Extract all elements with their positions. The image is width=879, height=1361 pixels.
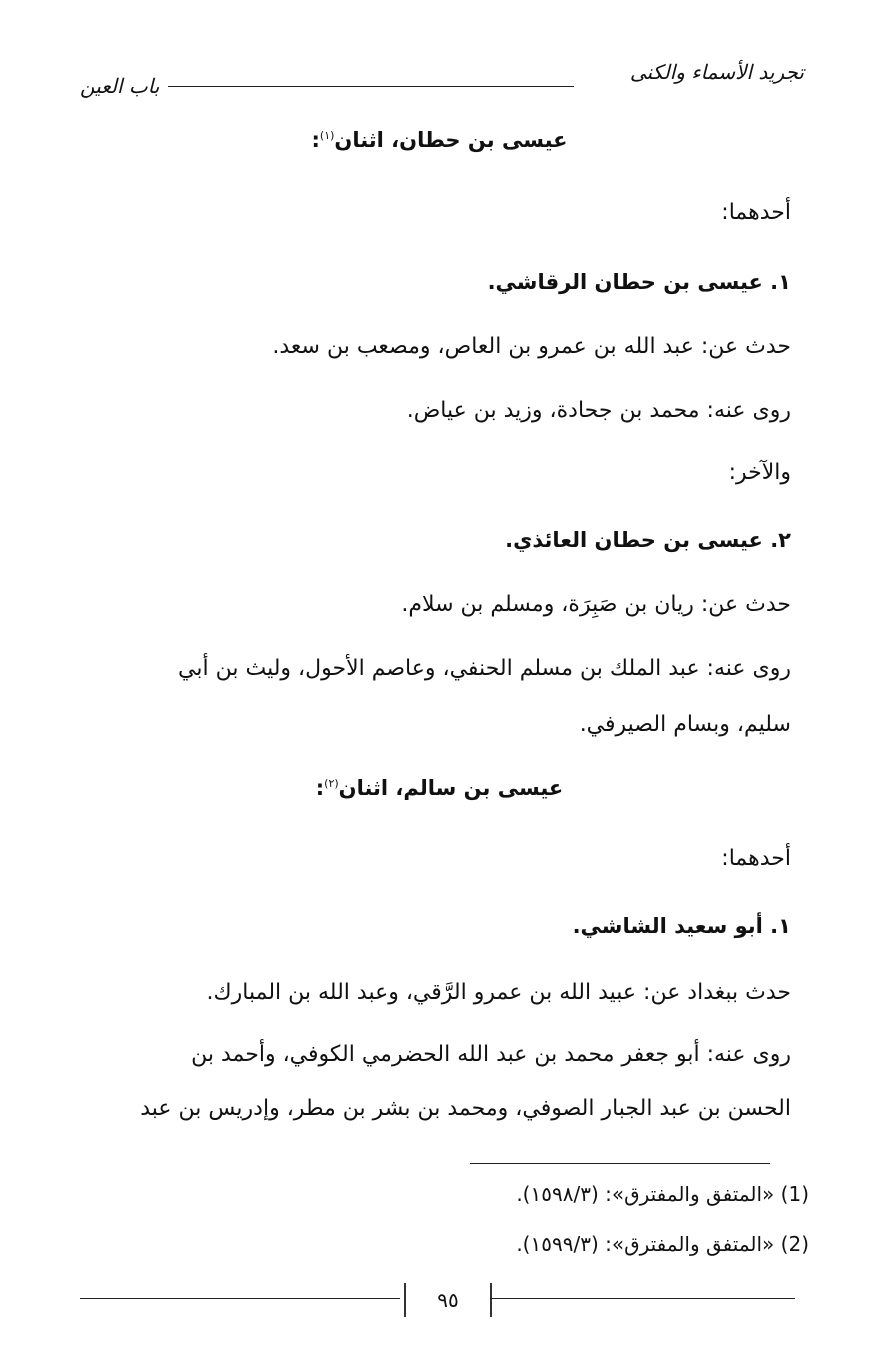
entry-teachers: حدث ببغداد عن: عبيد الله بن عمرو الرَّقي، وعبد الله بن المبارك. bbox=[206, 980, 791, 1005]
title-colon: : bbox=[311, 128, 320, 152]
title-colon: : bbox=[315, 776, 325, 800]
entry-teachers: حدث عن: ريان بن صَبِرَة، ومسلم بن سلام. bbox=[401, 592, 791, 617]
header-rule bbox=[168, 86, 574, 87]
entry-students-cont: سليم، وبسام الصيرفي. bbox=[579, 712, 791, 737]
footnote-separator bbox=[470, 1163, 770, 1164]
second-label: والآخر: bbox=[728, 460, 791, 485]
entry-name: ٢. عيسى بن حطان العائذي. bbox=[505, 528, 791, 552]
section-heading bbox=[0, 128, 879, 152]
footnote-ref: (١) bbox=[319, 129, 335, 142]
entry-name: ١. أبو سعيد الشاشي. bbox=[572, 914, 791, 938]
entry-name: ١. عيسى بن حطان الرقاشي. bbox=[487, 270, 791, 294]
entry-students-cont: الحسن بن عبد الجبار الصوفي، ومحمد بن بشر بن مطر، وإدريس بن عبد bbox=[140, 1096, 791, 1121]
page-number: ٩٥ bbox=[404, 1283, 492, 1317]
book-title: تجريد الأسماء والكنى bbox=[629, 60, 804, 84]
running-header bbox=[80, 60, 804, 104]
first-label: أحدهما: bbox=[721, 200, 791, 225]
entry-teachers: حدث عن: عبد الله بن عمرو بن العاص، ومصعب بن سعد. bbox=[272, 334, 791, 359]
section-title: عيسى بن سالم، اثنان bbox=[338, 776, 564, 800]
section-title: عيسى بن حطان، اثنان bbox=[334, 128, 568, 152]
footer-rule bbox=[490, 1298, 795, 1299]
entry-students: روى عنه: عبد الملك بن مسلم الحنفي، وعاصم الأحول، وليث بن أبي bbox=[178, 656, 791, 681]
first-label: أحدهما: bbox=[721, 846, 791, 871]
footnote-ref: (٢) bbox=[324, 777, 339, 790]
chapter-title: باب العين bbox=[80, 74, 160, 98]
footnote: (2) «المتفق والمفترق»: (١٥٩٩/٣). bbox=[516, 1232, 809, 1256]
footer-rule bbox=[80, 1298, 400, 1299]
entry-students: روى عنه: محمد بن جحادة، وزيد بن عياض. bbox=[406, 398, 791, 423]
section-heading bbox=[0, 776, 879, 800]
entry-students: روى عنه: أبو جعفر محمد بن عبد الله الحضرمي الكوفي، وأحمد بن bbox=[191, 1042, 791, 1067]
footnote: (1) «المتفق والمفترق»: (١٥٩٨/٣). bbox=[516, 1182, 809, 1206]
